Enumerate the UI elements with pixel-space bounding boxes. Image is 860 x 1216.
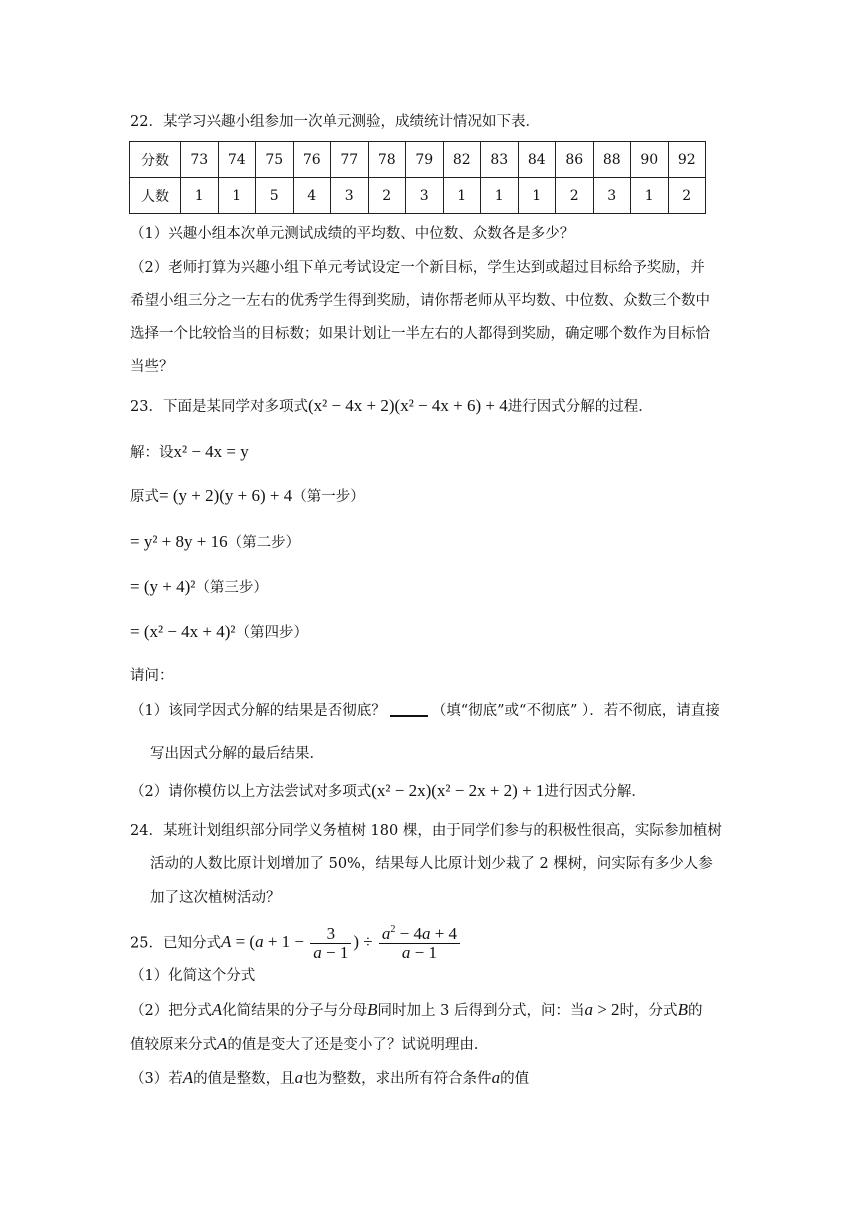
q25-part2-text-f: 值较原来分式 [130, 1037, 217, 1053]
q25-part3-text-d: 的值 [500, 1071, 530, 1087]
count-cell: 3 [331, 178, 369, 214]
answer-blank[interactable] [390, 701, 428, 717]
q23-substitution [130, 442, 249, 463]
score-cell: 77 [331, 142, 369, 178]
score-row [130, 142, 706, 178]
score-cell: 73 [181, 142, 219, 178]
q24-line2: 活动的人数比原计划增加了 50%，结果每人比原计划少栽了 2 棵树，问实际有多少人参 [150, 856, 713, 872]
count-cell: 1 [218, 178, 256, 214]
count-cell: 1 [181, 178, 219, 214]
q23-part2-text-b: 进行因式分解． [544, 784, 646, 800]
score-cell: 75 [256, 142, 294, 178]
q23-stem [130, 396, 653, 417]
var-B: B [367, 1000, 378, 1019]
q25-part3-text-c: 也为整数，求出所有符合条件 [303, 1071, 492, 1087]
score-cell: 84 [518, 142, 556, 178]
q25-part2-line2 [130, 1034, 488, 1055]
q23-part2-text-a: （2）请你模仿以上方法尝试对多项式 [130, 784, 372, 800]
step1-expression: = (y + 2)(y + 6) + 4 [159, 486, 293, 505]
step4-expression: = (x² − 4x + 4)² [130, 622, 236, 641]
q23-step2 [130, 532, 300, 553]
count-cell: 5 [256, 178, 294, 214]
q24-line1: 24．某班计划组织部分同学义务植树 180 棵，由于同学们参与的积极性很高，实际参加植树 [130, 823, 722, 839]
step1-note: （第一步） [292, 489, 365, 505]
q23-part2-expression: (x² − 2x)(x² − 2x + 2) + 1 [371, 781, 545, 800]
count-cell: 4 [293, 178, 331, 214]
score-cell: 86 [556, 142, 594, 178]
q25-part3-text-a: （3）若 [130, 1071, 183, 1087]
step2-note: （第二步） [227, 535, 301, 551]
count-cell: 2 [368, 178, 406, 214]
var-a: a [294, 1068, 304, 1087]
q22-part2-line4: 当些？ [130, 359, 174, 375]
step3-expression: = (y + 4)² [130, 577, 196, 596]
q23-step4 [130, 622, 308, 643]
q25-part2-text-b: 化简结果的分子与分母 [222, 1003, 368, 1019]
q25-expression: A = (a + 1 − $\frac{3}{a - 1}$ ) ÷ $\frac{a^2 - 4a + 4}{a - 1}$ [221, 932, 462, 951]
q23-part1-text-b: （填“彻底”或“不彻底” ）．若不彻底，请直接 [431, 703, 720, 719]
step2-expression: = y² + 8y + 16 [130, 532, 228, 551]
q22-part2-line2: 希望小组三分之一左右的优秀学生得到奖励，请你帮老师从平均数、中位数、众数三个数中 [130, 293, 710, 309]
q25-part2-line1 [130, 1000, 702, 1021]
q25-part3 [130, 1068, 529, 1089]
q25-part2-text-c: 同时加上 3 后得到分式，问：当 [377, 1003, 585, 1019]
count-cell: 1 [481, 178, 519, 214]
q25-part2-text-d: 时，分式 [619, 1003, 678, 1019]
var-B-2: B [677, 1000, 688, 1019]
q25-stem-text: 25．已知分式 [130, 935, 221, 952]
q23-step1 [130, 486, 365, 507]
q25-stem [130, 925, 462, 962]
count-cell: 3 [406, 178, 444, 214]
q23-ask: 请问： [130, 668, 174, 684]
count-cell: 1 [518, 178, 556, 214]
step3-note: （第三步） [195, 580, 268, 596]
q25-part2-text-g: 的值是变大了还是变小了？试说明理由． [227, 1037, 489, 1053]
score-cell: 82 [443, 142, 481, 178]
score-table [129, 141, 706, 214]
step4-note: （第四步） [235, 625, 309, 641]
q22-part2-line3: 选择一个比较恰当的目标数；如果计划让一半左右的人都得到奖励，确定哪个数作为目标恰 [130, 326, 710, 342]
q23-part1-continued: 写出因式分解的最后结果． [150, 746, 324, 762]
q25-part3-text-b: 的值是整数，且 [193, 1071, 295, 1087]
count-row-label: 人数 [130, 178, 181, 214]
var-A: A [211, 1000, 223, 1019]
q23-step3 [130, 577, 268, 598]
q25-part2-text-a: （2）把分式 [130, 1003, 212, 1019]
substitution-expression: x² − 4x = y [173, 442, 249, 461]
score-cell: 83 [481, 142, 519, 178]
score-cell: 92 [668, 142, 706, 178]
score-cell: 74 [218, 142, 256, 178]
q24-line3: 加了这次植树活动？ [150, 890, 281, 906]
score-cell: 78 [368, 142, 406, 178]
count-cell: 3 [593, 178, 631, 214]
score-cell: 76 [293, 142, 331, 178]
q22-part2-line1: （2）老师打算为兴趣小组下单元考试设定一个新目标，学生达到或超过目标给予奖励，并 [130, 260, 705, 276]
q25-part1: （1）化简这个分式 [130, 968, 256, 984]
q23-part2 [130, 781, 646, 802]
q22-stem: 22．某学习兴趣小组参加一次单元测验，成绩统计情况如下表． [130, 114, 540, 130]
score-row-label: 分数 [130, 142, 181, 178]
count-cell: 2 [668, 178, 706, 214]
q23-stem-expression: (x² − 4x + 2)(x² − 4x + 6) + 4 [307, 396, 508, 415]
score-cell: 88 [593, 142, 631, 178]
q23-stem-text-b: 进行因式分解的过程． [507, 399, 653, 415]
var-A-3: A [182, 1068, 194, 1087]
count-row [130, 178, 706, 214]
count-cell: 1 [443, 178, 481, 214]
count-cell: 2 [556, 178, 594, 214]
q25-part2-text-e: 的 [687, 1003, 703, 1019]
var-a-2: a [491, 1068, 501, 1087]
var-A-2: A [217, 1034, 228, 1053]
score-cell: 90 [631, 142, 669, 178]
condition-expression: a > 2 [584, 1000, 620, 1019]
solution-label: 解：设 [130, 445, 174, 461]
q23-part1-text-a: （1）该同学因式分解的结果是否彻底？ [130, 703, 386, 719]
q23-part1 [130, 701, 720, 721]
q23-stem-text-a: 23．下面是某同学对多项式 [130, 399, 308, 415]
score-cell: 79 [406, 142, 444, 178]
q22-part1: （1）兴趣小组本次单元测试成绩的平均数、中位数、众数各是多少？ [130, 226, 575, 242]
original-label: 原式 [130, 489, 159, 505]
count-cell: 1 [631, 178, 669, 214]
